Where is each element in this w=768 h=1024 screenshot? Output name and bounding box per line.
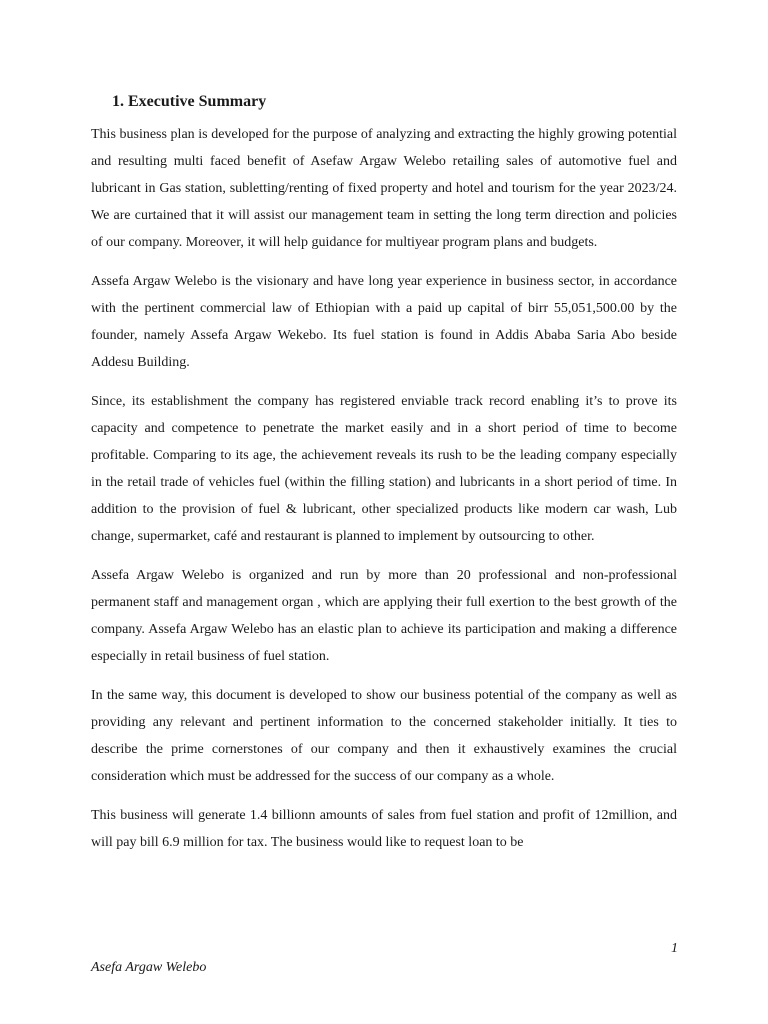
page-number: 1 xyxy=(671,941,678,956)
paragraph-organization: Assefa Argaw Welebo is organized and run by more than 20 professional and non-professional permanent staff and management organ , which are applying their full exertion to the best growth of the company. Assefa Argaw Welebo has an elastic plan to achieve its participation and making a difference especially in retail business of fuel station. xyxy=(91,568,677,664)
paragraph-financials: This business will generate 1.4 billionn amounts of sales from fuel station and profit of 12million, and will pay bill 6.9 million for tax. The business would like to request loan to be xyxy=(91,808,677,850)
paragraph-establishment: Since, its establishment the company has registered enviable track record enabling it’s to prove its capacity and competence to penetrate the market easily and in a short period of time to become profitable. Comparing to its age, the achievement reveals its rush to be the leading company especially in the retail trade of vehicles fuel (within the filling station) and lubricants in a short period of time. In addition to the provision of fuel & lubricant, other specialized products like modern car wash, Lub change, supermarket, café and restaurant is planned to implement by outsourcing to other. xyxy=(91,394,677,544)
section-heading: 1. Executive Summary xyxy=(112,93,267,110)
paragraph-document-purpose: In the same way, this document is developed to show our business potential of the company as well as providing any relevant and pertinent information to the concerned stakeholder initially. It ties to describe the prime cornerstones of our company and then it exhaustively examines the crucial consideration which must be addressed for the success of our company as a whole. xyxy=(91,688,677,784)
body-text xyxy=(91,121,677,868)
paragraph-intro: This business plan is developed for the purpose of analyzing and extracting the highly growing potential and resulting multi faced benefit of Asefaw Argaw Welebo retailing sales of automotive fuel and lubricant in Gas station, subletting/renting of fixed property and hotel and tourism for the year 2023/24. We are curtained that it will assist our management team in setting the long term direction and policies of our company. Moreover, it will help guidance for multiyear program plans and budgets. xyxy=(91,127,677,250)
footer-author: Asefa Argaw Welebo xyxy=(91,960,207,975)
paragraph-founder: Assefa Argaw Welebo is the visionary and have long year experience in business sector, in accordance with the pertinent commercial law of Ethiopian with a paid up capital of birr 55,051,500.00 by the founder, namely Assefa Argaw Wekebo. Its fuel station is found in Addis Ababa Saria Abo beside Addesu Building. xyxy=(91,274,677,370)
